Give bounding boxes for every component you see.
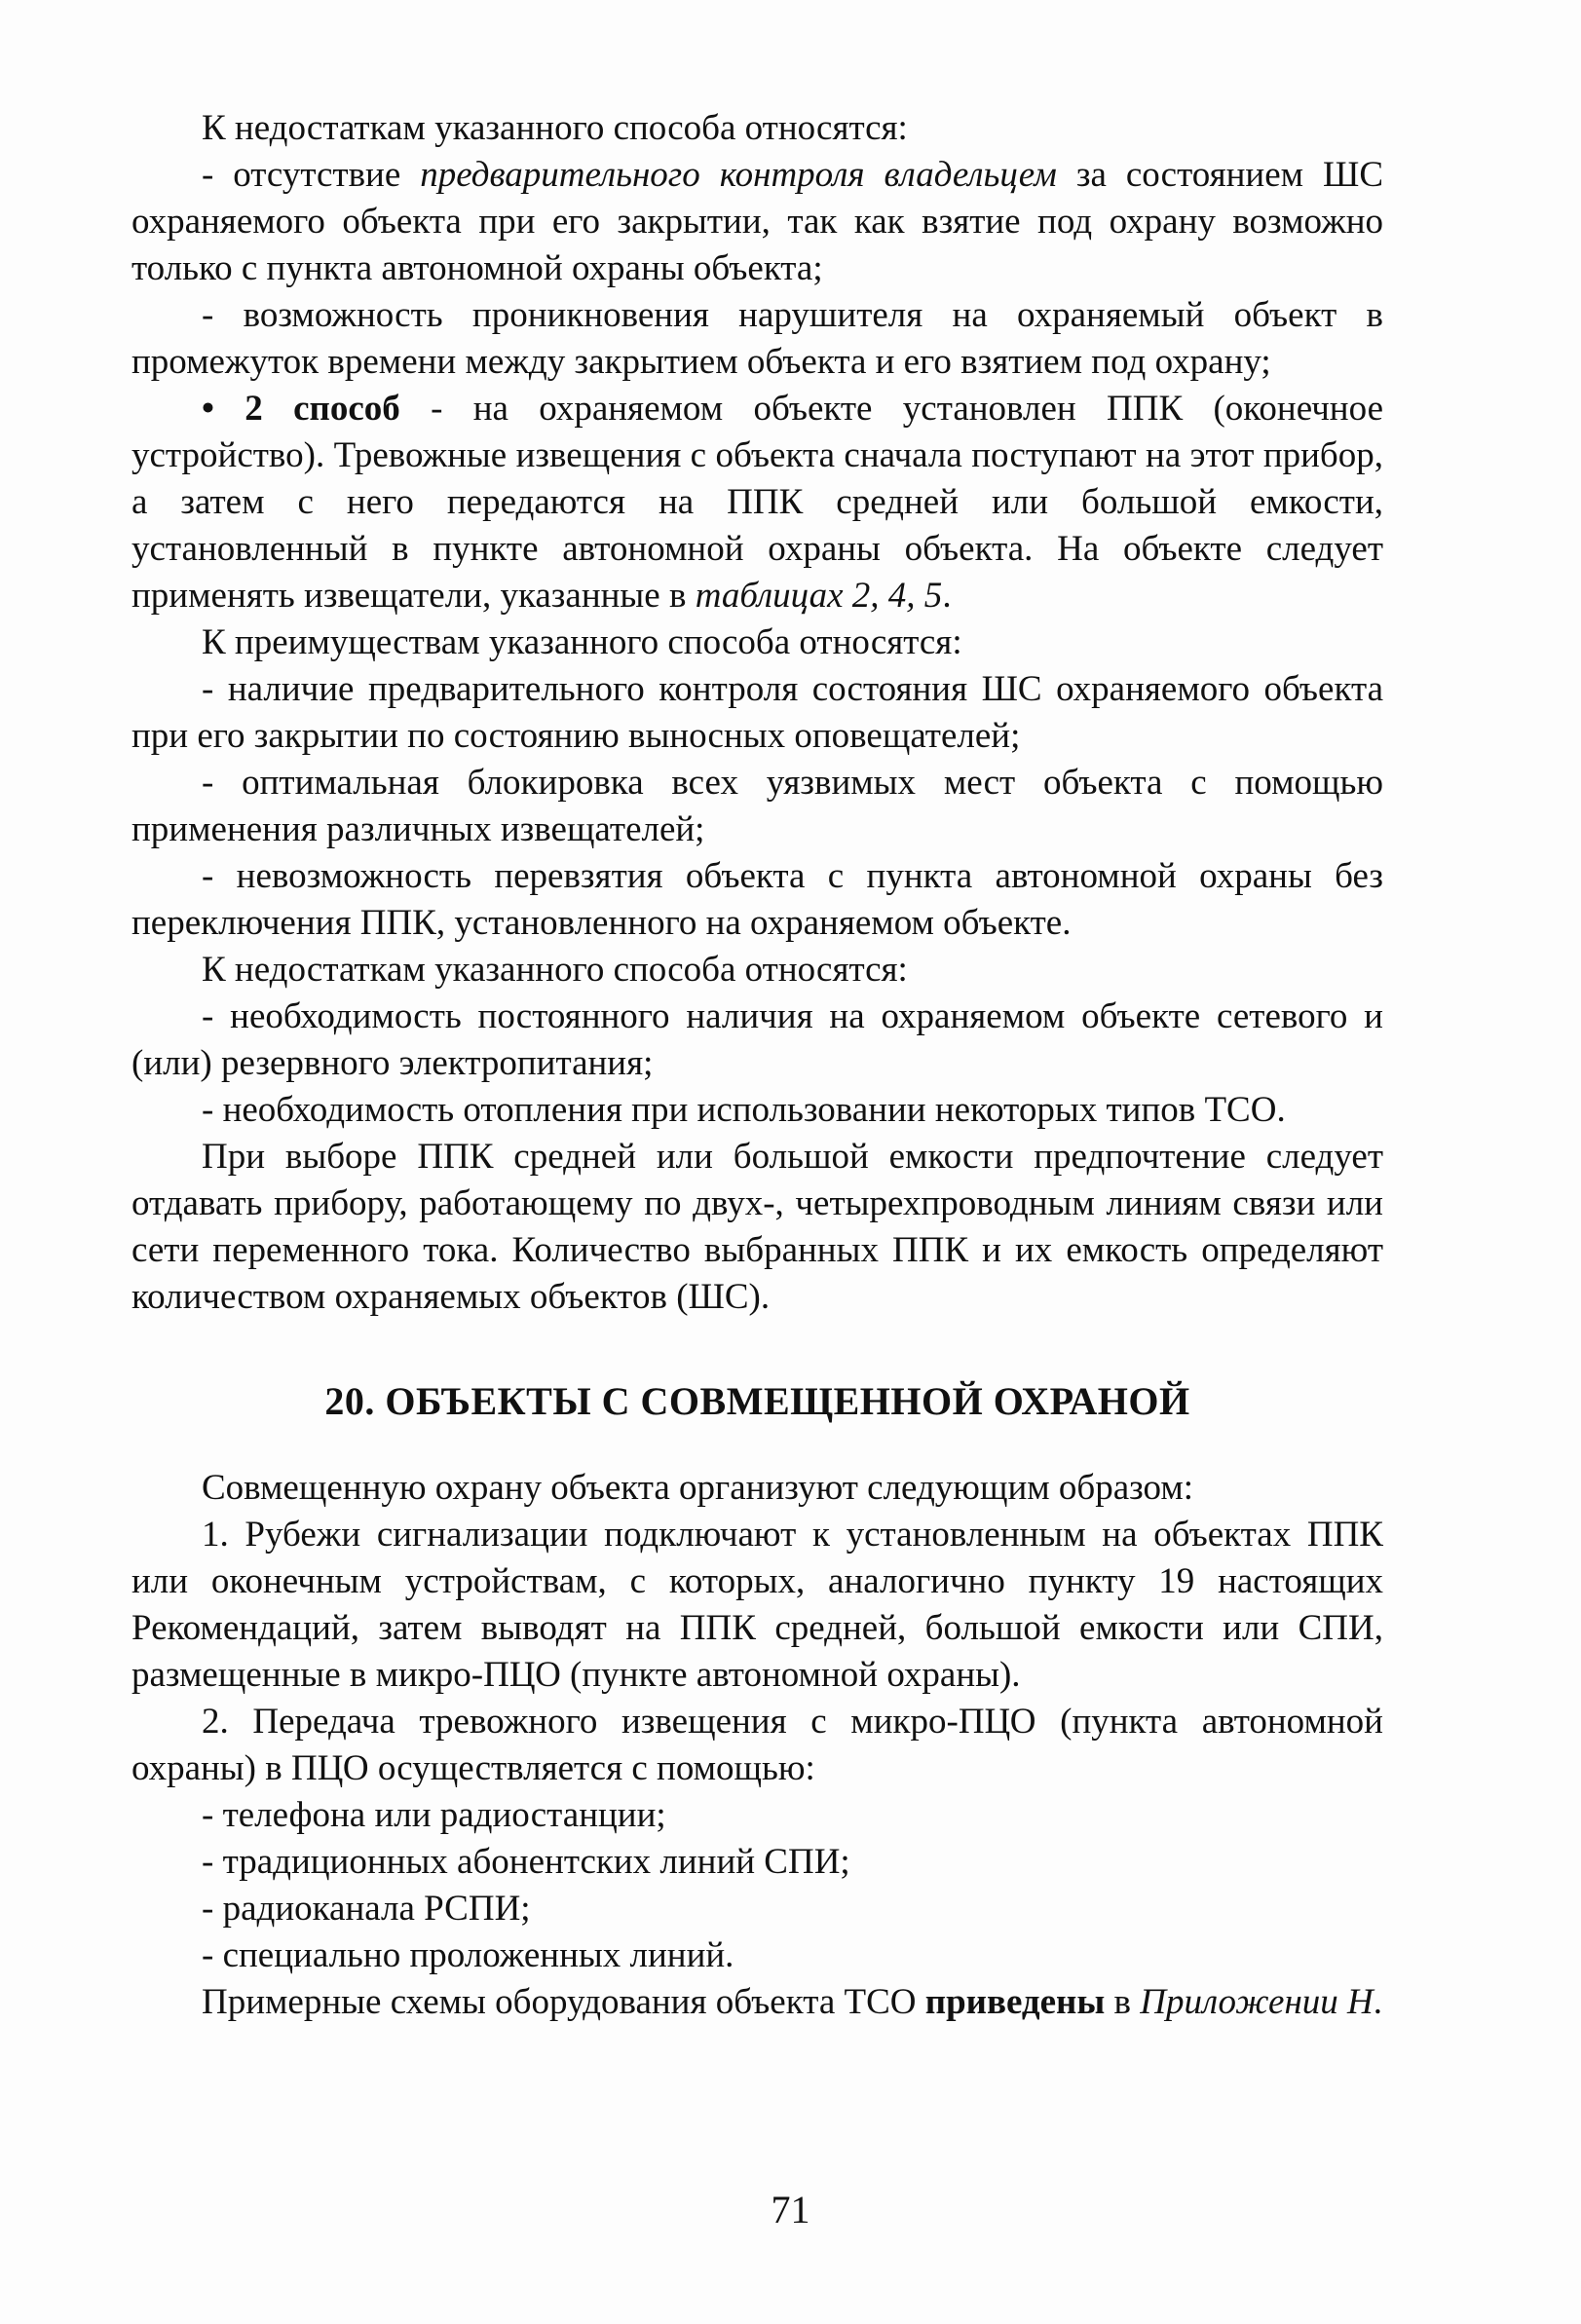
top-paragraph [132,619,1383,666]
top-paragraph [132,993,1383,1087]
text-run: - телефона или радиостанции; [202,1795,666,1835]
text-run: При выборе ППК средней или большой емкости предпочтение следует отдавать прибору, работающему по двух-, четырехпроводным линиям связи или сети переменного тока. Количество выбранных ППК и их емкость определяют количеством охраняемых объектов (ШС). [132,1137,1383,1317]
text-run: Совмещенную охрану объекта организуют следующим образом: [202,1468,1194,1508]
page-body [132,105,1383,2026]
bottom-paragraph [132,1792,1383,1839]
bottom-paragraph [132,1839,1383,1886]
top-paragraph [132,292,1383,386]
bottom-paragraph [132,1979,1383,2026]
text-run: К недостаткам указанного способа относятся: [202,950,908,990]
text-run: приведены [924,1982,1106,2022]
bottom-paragraph [132,1886,1383,1932]
top-paragraph [132,152,1383,292]
bottom-paragraph [132,1465,1383,1512]
text-run: за состоянием ШС охраняемого объекта при его закрытии, так как взятие под охрану возможно только с пункта автономной охраны объекта; [132,155,1384,288]
top-paragraph [132,947,1383,993]
text-run: - необходимость отопления при использовании некоторых типов ТСО. [202,1090,1286,1130]
text-run: - наличие предварительного контроля состояния ШС охраняемого объекта при его закрытии по состоянию выносных оповещателей; [132,669,1383,756]
text-block-bottom [132,1465,1383,2026]
text-run: - специально проложенных линий. [202,1935,734,1975]
text-run: - невозможность перевзятия объекта с пункта автономной охраны без переключения ППК, установленного на охраняемом объекте. [132,856,1383,943]
text-run: - необходимость постоянного наличия на охраняемом объекте сетевого и (или) резервного электропитания; [132,996,1383,1083]
text-run: - на охраняемом объекте установлен ППК (оконечное устройство). Тревожные извещения с объекта сначала поступают на этот прибор, а затем с него передаются на ППК средней или большой емкости, установленный в пункте автономной охраны объекта. На объекте следует применять извещатели, указанные в [132,389,1383,616]
text-run: 2. Передача тревожного извещения с микро-ПЦО (пункта автономной охраны) в ПЦО осуществляется с помощью: [132,1702,1383,1788]
text-run: - радиоканала РСПИ; [202,1889,531,1929]
section-heading: 20. ОБЪЕКТЫ С СОВМЕЩЕННОЙ ОХРАНОЙ [324,1379,1190,1423]
text-run: в [1105,1982,1141,2022]
top-paragraph [132,386,1383,619]
text-run: 2 способ [245,389,400,429]
text-run: таблицах 2, 4, 5 [695,576,943,616]
text-run: Примерные схемы оборудования объекта ТСО [202,1982,925,2022]
bottom-paragraph [132,1932,1383,1979]
bottom-paragraph [132,1512,1383,1699]
top-paragraph [132,1134,1383,1321]
top-paragraph [132,853,1383,947]
top-paragraph [132,666,1383,760]
top-paragraph [132,760,1383,853]
text-run: . [1373,1982,1383,2022]
text-run: - оптимальная блокировка всех уязвимых мест объекта с помощью применения различных извещателей; [132,763,1383,849]
text-run: 1. Рубежи сигнализации подключают к установленным на объектах ППК или оконечным устройствам, с которых, аналогично пункту 19 настоящих Рекомендаций, затем выводят на ППК средней, большой емкости или СПИ, размещенные в микро-ПЦО (пункте автономной охраны). [132,1515,1383,1695]
text-run: . [942,576,952,616]
text-run: предварительного контроля владельцем [420,155,1057,195]
text-run: - традиционных абонентских линий СПИ; [202,1842,850,1882]
text-run: - отсутствие [202,155,421,195]
top-paragraph [132,105,1383,152]
bottom-paragraph [132,1699,1383,1792]
text-run: • [202,389,245,429]
text-run: - возможность проникновения нарушителя на охраняемый объект в промежуток времени между закрытием объекта и его взятием под охрану; [132,295,1383,382]
text-block-top [132,105,1383,1321]
top-paragraph [132,1087,1383,1134]
page-number: 71 [771,2188,810,2231]
text-run: К недостаткам указанного способа относятся: [202,108,908,148]
text-run: К преимуществам указанного способа относятся: [202,622,962,662]
text-run: Приложении Н [1140,1982,1374,2022]
